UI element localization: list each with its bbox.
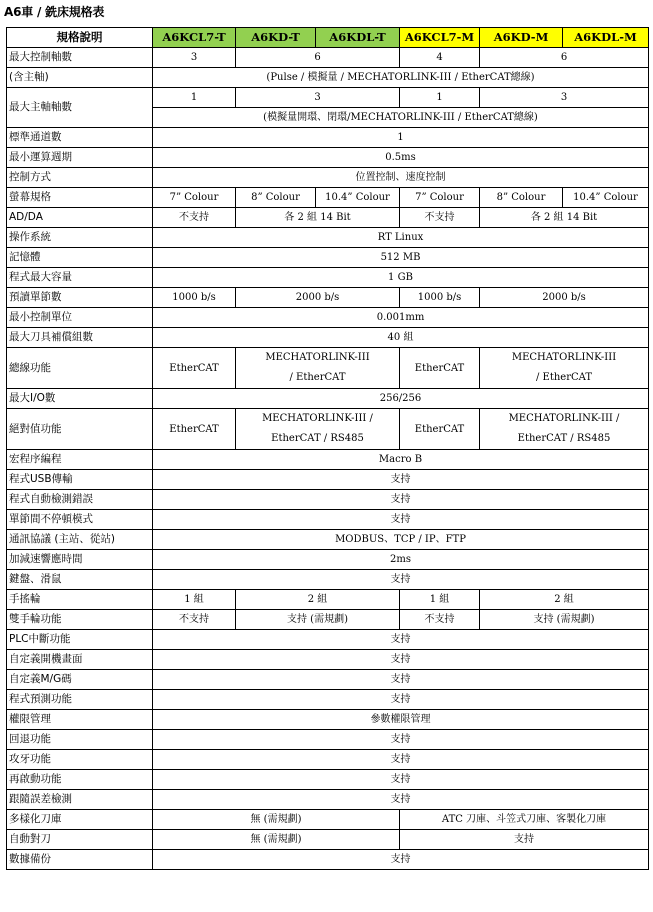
row-label: 加減速響應時間 xyxy=(7,550,153,570)
cell: 支持 xyxy=(153,850,649,870)
table-row xyxy=(7,690,649,710)
row-label: 自定義開機畫面 xyxy=(7,650,153,670)
row-label: 程式最大容量 xyxy=(7,268,153,288)
table-row xyxy=(7,750,649,770)
cell: 1 xyxy=(153,128,649,148)
row-label: 螢幕規格 xyxy=(7,188,153,208)
cell: 不支持 xyxy=(153,610,236,630)
cell-line: EtherCAT / RS485 xyxy=(517,433,611,444)
cell: (模擬量開環、閉環/MECHATORLINK-III / EtherCAT總線) xyxy=(153,108,649,128)
row-label: 最大主軸軸數 xyxy=(7,88,153,128)
model-header: A6KCL7-M xyxy=(400,28,480,48)
table-row xyxy=(7,770,649,790)
cell: 支持 xyxy=(153,470,649,490)
table-row xyxy=(7,510,649,530)
table-row xyxy=(7,590,649,610)
cell: 4 xyxy=(400,48,480,68)
table-row xyxy=(7,790,649,810)
cell-line: MECHATORLINK-III / xyxy=(508,413,620,424)
cell-line: MECHATORLINK-III xyxy=(265,352,370,363)
row-label: 總線功能 xyxy=(7,348,153,389)
cell: 不支持 xyxy=(400,208,480,228)
table-row xyxy=(7,88,649,108)
cell: 8” Colour xyxy=(480,188,563,208)
table-row xyxy=(7,48,649,68)
row-label: 再啟動功能 xyxy=(7,770,153,790)
table-row xyxy=(7,610,649,630)
table-row xyxy=(7,168,649,188)
table-row xyxy=(7,228,649,248)
row-label: 自定義M/G碼 xyxy=(7,670,153,690)
table-row xyxy=(7,850,649,870)
cell: EtherCAT xyxy=(153,348,236,389)
table-row xyxy=(7,630,649,650)
table-row xyxy=(7,208,649,228)
cell: MODBUS、TCP / IP、FTP xyxy=(153,530,649,550)
table-row xyxy=(7,450,649,470)
cell: 支持 xyxy=(153,790,649,810)
cell-line: / EtherCAT xyxy=(289,372,346,383)
cell: EtherCAT xyxy=(400,409,480,450)
table-row xyxy=(7,670,649,690)
cell: 支持 xyxy=(153,490,649,510)
cell: 1 組 xyxy=(400,590,480,610)
row-label: 程式USB傳輸 xyxy=(7,470,153,490)
row-label: 權限管理 xyxy=(7,710,153,730)
cell: 位置控制、速度控制 xyxy=(153,168,649,188)
table-row xyxy=(7,570,649,590)
cell-line: EtherCAT / RS485 xyxy=(271,433,364,444)
model-header: A6KCL7-T xyxy=(153,28,236,48)
table-row xyxy=(7,710,649,730)
cell: 256/256 xyxy=(153,389,649,409)
cell: 2 組 xyxy=(236,590,400,610)
row-label: 標準通道數 xyxy=(7,128,153,148)
header-label: 規格說明 xyxy=(7,28,153,48)
table-row xyxy=(7,148,649,168)
row-label: 雙手輪功能 xyxy=(7,610,153,630)
spec-table xyxy=(6,27,649,870)
cell: 支持 xyxy=(153,670,649,690)
cell: 6 xyxy=(236,48,400,68)
cell: 1000 b/s xyxy=(400,288,480,308)
cell: 2000 b/s xyxy=(480,288,649,308)
cell: ATC 刀庫、斗笠式刀庫、客製化刀庫 xyxy=(400,810,649,830)
cell: (Pulse / 模擬量 / MECHATORLINK-III / EtherCAT總線) xyxy=(153,68,649,88)
cell: 3 xyxy=(480,88,649,108)
row-label: AD/DA xyxy=(7,208,153,228)
table-row xyxy=(7,348,649,389)
cell: 8” Colour xyxy=(236,188,316,208)
cell: 支持 (需規劃) xyxy=(236,610,400,630)
cell: 7” Colour xyxy=(153,188,236,208)
row-label: 自動對刀 xyxy=(7,830,153,850)
cell: 3 xyxy=(236,88,400,108)
row-label: 攻牙功能 xyxy=(7,750,153,770)
row-label: 通訊協議 (主站、從站) xyxy=(7,530,153,550)
cell: 2ms xyxy=(153,550,649,570)
header-row xyxy=(7,28,649,48)
row-label: 宏程序編程 xyxy=(7,450,153,470)
row-label: 最小運算週期 xyxy=(7,148,153,168)
table-row xyxy=(7,490,649,510)
table-row xyxy=(7,810,649,830)
cell xyxy=(236,348,400,389)
cell: 1 xyxy=(153,88,236,108)
cell: 支持 xyxy=(153,650,649,670)
cell: 參數權限管理 xyxy=(153,710,649,730)
cell: 支持 xyxy=(153,510,649,530)
cell: 無 (需規劃) xyxy=(153,810,400,830)
cell xyxy=(236,409,400,450)
cell: 1000 b/s xyxy=(153,288,236,308)
table-row xyxy=(7,328,649,348)
cell: 支持 xyxy=(153,730,649,750)
row-label: 鍵盤、滑鼠 xyxy=(7,570,153,590)
cell: 6 xyxy=(480,48,649,68)
row-label: 操作系統 xyxy=(7,228,153,248)
table-row xyxy=(7,268,649,288)
cell: 支持 xyxy=(153,750,649,770)
cell: 支持 xyxy=(153,770,649,790)
cell: 40 組 xyxy=(153,328,649,348)
table-row xyxy=(7,550,649,570)
table-row xyxy=(7,308,649,328)
model-header: A6KD-M xyxy=(480,28,563,48)
table-row xyxy=(7,188,649,208)
table-row xyxy=(7,530,649,550)
row-label: 最大控制軸數 xyxy=(7,48,153,68)
cell: 支持 xyxy=(400,830,649,850)
cell: 不支持 xyxy=(153,208,236,228)
cell: 1 組 xyxy=(153,590,236,610)
cell: EtherCAT xyxy=(400,348,480,389)
row-label: 最大I/O數 xyxy=(7,389,153,409)
row-label: 單節間不停頓模式 xyxy=(7,510,153,530)
cell: 0.001mm xyxy=(153,308,649,328)
cell: 支持 xyxy=(153,570,649,590)
cell-line: MECHATORLINK-III xyxy=(511,352,617,363)
cell: RT Linux xyxy=(153,228,649,248)
cell: 7” Colour xyxy=(400,188,480,208)
cell: 10.4” Colour xyxy=(316,188,400,208)
row-label: 預讀單節數 xyxy=(7,288,153,308)
cell: 0.5ms xyxy=(153,148,649,168)
model-header: A6KDL-M xyxy=(563,28,649,48)
row-label: 最大刀具補償組數 xyxy=(7,328,153,348)
page-title: A6車 / 銑床規格表 xyxy=(4,5,105,19)
cell: 1 xyxy=(400,88,480,108)
row-label: PLC中斷功能 xyxy=(7,630,153,650)
row-label: 跟隨誤差檢測 xyxy=(7,790,153,810)
cell: 2000 b/s xyxy=(236,288,400,308)
model-header: A6KD-T xyxy=(236,28,316,48)
row-label: 控制方式 xyxy=(7,168,153,188)
cell xyxy=(480,348,649,389)
row-label: (含主軸) xyxy=(7,68,153,88)
model-header: A6KDL-T xyxy=(316,28,400,48)
cell: 支持 xyxy=(153,630,649,650)
table-row xyxy=(7,288,649,308)
table-row xyxy=(7,248,649,268)
table-row xyxy=(7,128,649,148)
cell: 512 MB xyxy=(153,248,649,268)
row-label: 手搖輪 xyxy=(7,590,153,610)
cell: 無 (需規劃) xyxy=(153,830,400,850)
cell: Macro B xyxy=(153,450,649,470)
row-label: 程式預測功能 xyxy=(7,690,153,710)
cell: 3 xyxy=(153,48,236,68)
cell xyxy=(480,409,649,450)
cell-line: MECHATORLINK-III / xyxy=(262,413,373,424)
table-row xyxy=(7,68,649,88)
cell: 1 GB xyxy=(153,268,649,288)
table-row xyxy=(7,650,649,670)
table-row xyxy=(7,830,649,850)
cell: 各 2 組 14 Bit xyxy=(480,208,649,228)
row-label: 回退功能 xyxy=(7,730,153,750)
table-row xyxy=(7,409,649,450)
cell: 不支持 xyxy=(400,610,480,630)
table-row xyxy=(7,470,649,490)
cell: 10.4” Colour xyxy=(563,188,649,208)
row-label: 最小控制單位 xyxy=(7,308,153,328)
row-label: 數據備份 xyxy=(7,850,153,870)
cell: 支持 xyxy=(153,690,649,710)
cell: 支持 (需規劃) xyxy=(480,610,649,630)
row-label: 程式自動檢測錯誤 xyxy=(7,490,153,510)
row-label: 絕對值功能 xyxy=(7,409,153,450)
cell: 2 組 xyxy=(480,590,649,610)
cell: EtherCAT xyxy=(153,409,236,450)
table-row xyxy=(7,730,649,750)
row-label: 多樣化刀庫 xyxy=(7,810,153,830)
cell: 各 2 組 14 Bit xyxy=(236,208,400,228)
row-label: 記憶體 xyxy=(7,248,153,268)
table-row xyxy=(7,389,649,409)
cell-line: / EtherCAT xyxy=(535,372,592,383)
